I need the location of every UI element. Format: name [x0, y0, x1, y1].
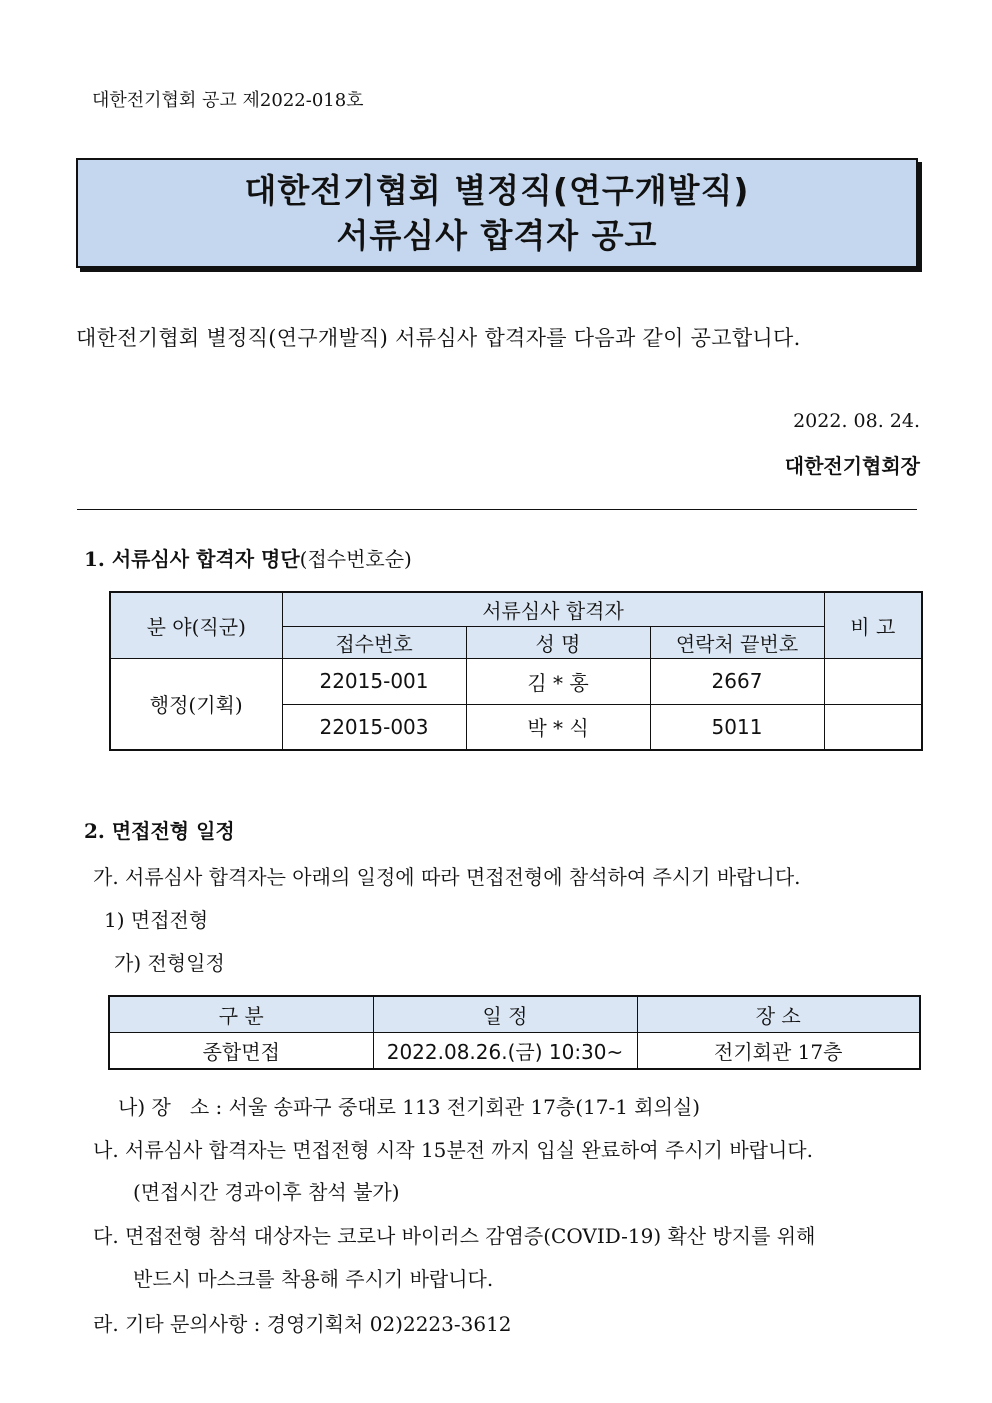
item-na: 나. 서류심사 합격자는 면접전형 시작 15분전 까지 입실 완료하여 주시기 바랍니다. [93, 1138, 813, 1162]
section-1-title: 1. 서류심사 합격자 명단 [84, 547, 300, 571]
document-number: 대한전기협회 공고 제2022-018호 [92, 90, 364, 111]
header-place: 장 소 [637, 996, 920, 1033]
remark-cell [824, 704, 922, 750]
item-da-continued: 반드시 마스크를 착용해 주시기 바랍니다. [133, 1267, 494, 1291]
name-cell: 박 * 식 [466, 704, 650, 750]
item-ga: 가. 서류심사 합격자는 아래의 일정에 따라 면접전형에 참석하여 주시기 바랍니다. [93, 865, 801, 889]
section-1-note: (접수번호순) [299, 547, 412, 571]
intro-text: 대한전기협회 별정직(연구개발직) 서류심사 합격자를 다음과 같이 공고합니다. [76, 326, 801, 350]
title-box [76, 158, 918, 268]
subitem-1-ga: 가) 전형일정 [114, 951, 225, 975]
announcement-date: 2022. 08. 24. [793, 410, 920, 432]
schedule-cell: 2022.08.26.(금) 10:30~ [373, 1033, 637, 1070]
subitem-1: 1) 면접전형 [104, 908, 209, 932]
item-da: 다. 면접전형 참석 대상자는 코로나 바이러스 감염증(COVID-19) 확산 방지를 위해 [93, 1224, 816, 1248]
field-cell: 행정(기획) [110, 658, 282, 750]
contact-cell: 5011 [650, 704, 824, 750]
header-schedule: 일 정 [373, 996, 637, 1033]
title-line-2: 서류심사 합격자 공고 [336, 216, 658, 255]
section-2-heading: 2. 면접전형 일정 [84, 819, 235, 843]
subitem-1-na: 나) 장 소 : 서울 송파구 중대로 113 전기회관 17층(17-1 회의실) [118, 1095, 701, 1119]
header-name: 성 명 [466, 626, 650, 658]
table-row [109, 1033, 920, 1070]
receipt-number-cell: 22015-001 [282, 658, 466, 704]
header-contact: 연락처 끝번호 [650, 626, 824, 658]
issuer: 대한전기협회장 [784, 454, 920, 478]
place-cell: 전기회관 17층 [637, 1033, 920, 1070]
table-row [110, 658, 922, 704]
header-passers-group: 서류심사 합격자 [282, 592, 824, 626]
header-receipt-number: 접수번호 [282, 626, 466, 658]
header-field: 분 야(직군) [110, 592, 282, 658]
contact-cell: 2667 [650, 658, 824, 704]
header-type: 구 분 [109, 996, 373, 1033]
header-remark: 비 고 [824, 592, 922, 658]
item-ra: 라. 기타 문의사항 : 경영기획처 02)2223-3612 [93, 1312, 512, 1336]
receipt-number-cell: 22015-003 [282, 704, 466, 750]
divider [77, 509, 917, 510]
schedule-table [108, 995, 921, 1070]
passers-table [109, 591, 923, 751]
name-cell: 김 * 홍 [466, 658, 650, 704]
section-1-heading [84, 543, 412, 572]
remark-cell [824, 658, 922, 704]
type-cell: 종합면접 [109, 1033, 373, 1070]
item-na-continued: (면접시간 경과이후 참석 불가) [133, 1180, 400, 1204]
title-line-1: 대한전기협회 별정직(연구개발직) [244, 171, 750, 210]
